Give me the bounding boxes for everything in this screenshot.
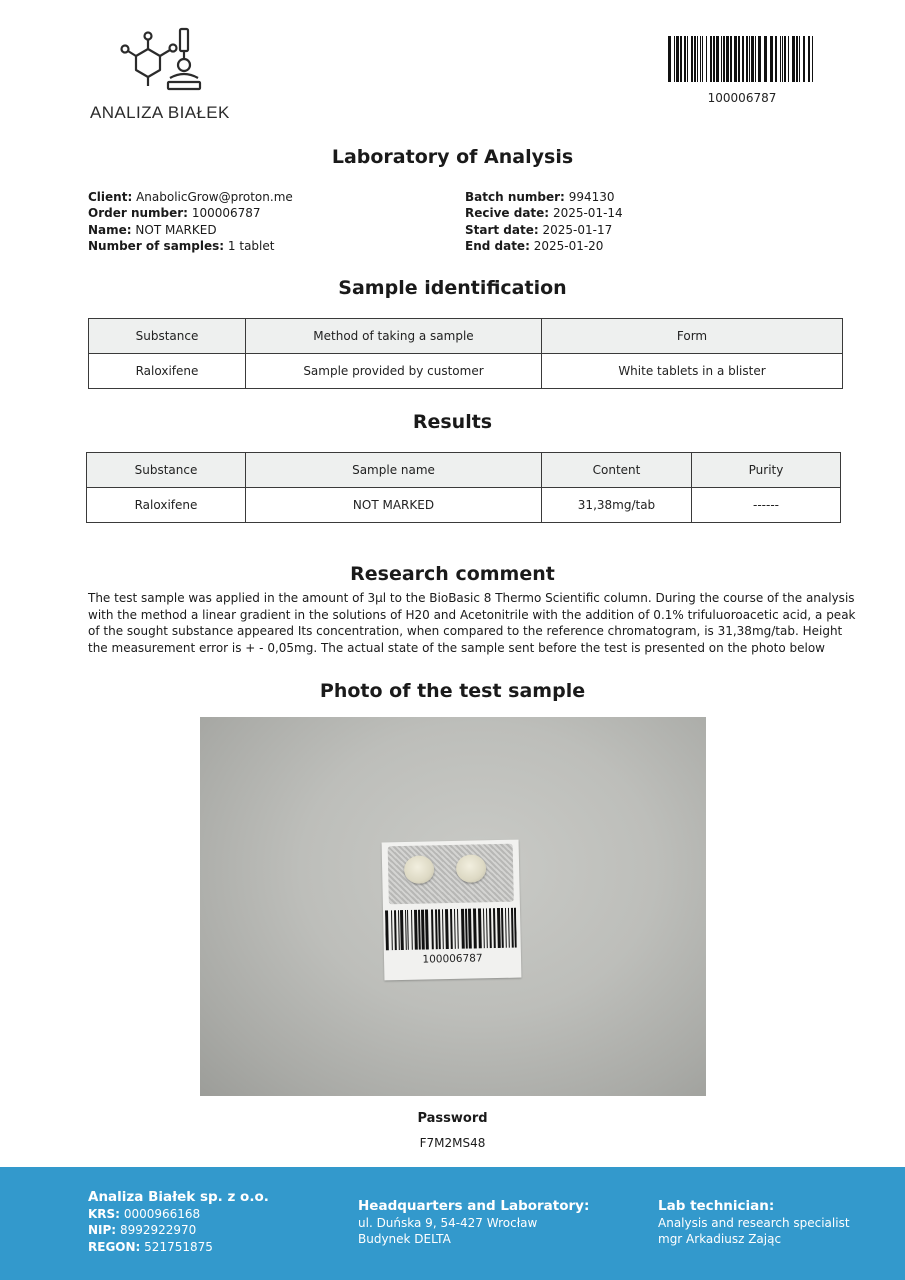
table-header-cell: Substance <box>89 319 246 354</box>
sample-identification-title: Sample identification <box>338 277 567 299</box>
lab-technician-role: Analysis and research specialist <box>658 1215 850 1230</box>
table-cell: 31,38mg/tab <box>542 488 692 523</box>
photo-title: Photo of the test sample <box>319 680 586 702</box>
molecule-microscope-logo-icon <box>118 26 208 98</box>
headquarters-building: Budynek DELTA <box>358 1232 451 1246</box>
research-comment-title: Research comment <box>350 563 555 585</box>
results-table <box>86 452 841 523</box>
batch-value: 994130 <box>568 190 615 204</box>
table-cell: NOT MARKED <box>246 488 542 523</box>
order-info-right <box>465 189 623 254</box>
end-date-value: 2025-01-20 <box>533 238 604 253</box>
name-label: Name: <box>88 222 132 237</box>
start-date-label: Start date: <box>465 222 539 237</box>
samples-value: 1 tablet <box>227 238 275 253</box>
footer-headquarters <box>358 1198 589 1248</box>
results-title: Results <box>412 411 493 433</box>
table-cell: ------ <box>692 488 841 523</box>
table-header-cell: Substance <box>87 453 246 488</box>
client-label: Client: <box>88 190 133 204</box>
logo-text: ANALIZA BIAŁEK <box>90 103 230 122</box>
order-number-label: Order number: <box>88 206 188 221</box>
lab-technician-title: Lab technician: <box>658 1198 775 1214</box>
table-header-cell: Purity <box>692 453 841 488</box>
receive-date-label: Recive date: <box>465 206 550 221</box>
table-header-row <box>89 319 843 354</box>
barcode-number: 100006787 <box>707 91 777 105</box>
client-value: AnabolicGrow@proton.me <box>136 190 293 204</box>
regon-value: 521751875 <box>144 1239 213 1254</box>
footer-company-name: Analiza Białek sp. z o.o. <box>88 1189 269 1205</box>
receive-date-value: 2025-01-14 <box>552 206 623 221</box>
regon-label: REGON: <box>88 1239 141 1254</box>
start-date-value: 2025-01-17 <box>542 222 613 237</box>
krs-value: 0000966168 <box>123 1206 201 1221</box>
footer-company-info <box>88 1189 269 1255</box>
table-header-row <box>87 453 841 488</box>
research-comment-text: The test sample was applied in the amount of 3µl to the BioBasic 8 Thermo Scientific column. During the course of the analysis with the method a linear gradient in the solutions of H20 and Acetonitrile with the addition of 0.1% trifuluoroacetic acid, a peak of the sought substance appeared Its concentration, when compared to the reference chromatogram, is 31,38mg/tab. Height the measurement error is + - 0,05mg. The actual state of the sample sent before the test is presented on the photo below <box>88 591 856 655</box>
krs-label: KRS: <box>88 1206 120 1221</box>
table-cell: Raloxifene <box>89 354 246 389</box>
footer <box>0 1167 905 1280</box>
table-header-cell: Sample name <box>246 453 542 488</box>
password-label: Password <box>417 1111 488 1126</box>
order-info-left <box>88 189 293 254</box>
headquarters-title: Headquarters and Laboratory: <box>358 1198 590 1214</box>
table-cell: Raloxifene <box>87 488 246 523</box>
table-row <box>89 354 843 389</box>
headquarters-address: ul. Duńska 9, 54-427 Wrocław <box>358 1215 538 1230</box>
barcode-icon <box>668 36 816 82</box>
nip-label: NIP: <box>88 1223 117 1237</box>
table-cell: Sample provided by customer <box>246 354 542 389</box>
table-header-cell: Form <box>542 319 843 354</box>
samples-label: Number of samples: <box>88 238 225 253</box>
sample-identification-table <box>88 318 843 389</box>
table-cell: White tablets in a blister <box>542 354 843 389</box>
nip-value: 8992922970 <box>119 1223 197 1237</box>
password-value: F7M2MS48 <box>419 1136 486 1150</box>
table-header-cell: Content <box>542 453 692 488</box>
blister-pack <box>382 840 522 981</box>
name-value: NOT MARKED <box>135 222 217 237</box>
table-header-cell: Method of taking a sample <box>246 319 542 354</box>
batch-label: Batch number: <box>465 190 565 204</box>
order-number-value: 100006787 <box>191 206 261 221</box>
lab-technician-name: mgr Arkadiusz Zając <box>658 1232 782 1246</box>
test-sample-photo <box>200 717 706 1096</box>
sample-barcode-icon <box>385 908 517 951</box>
end-date-label: End date: <box>465 238 530 253</box>
table-row <box>87 488 841 523</box>
footer-lab-technician <box>658 1198 850 1248</box>
sample-barcode-number: 100006787 <box>422 952 483 966</box>
page-title: Laboratory of Analysis <box>331 146 574 168</box>
